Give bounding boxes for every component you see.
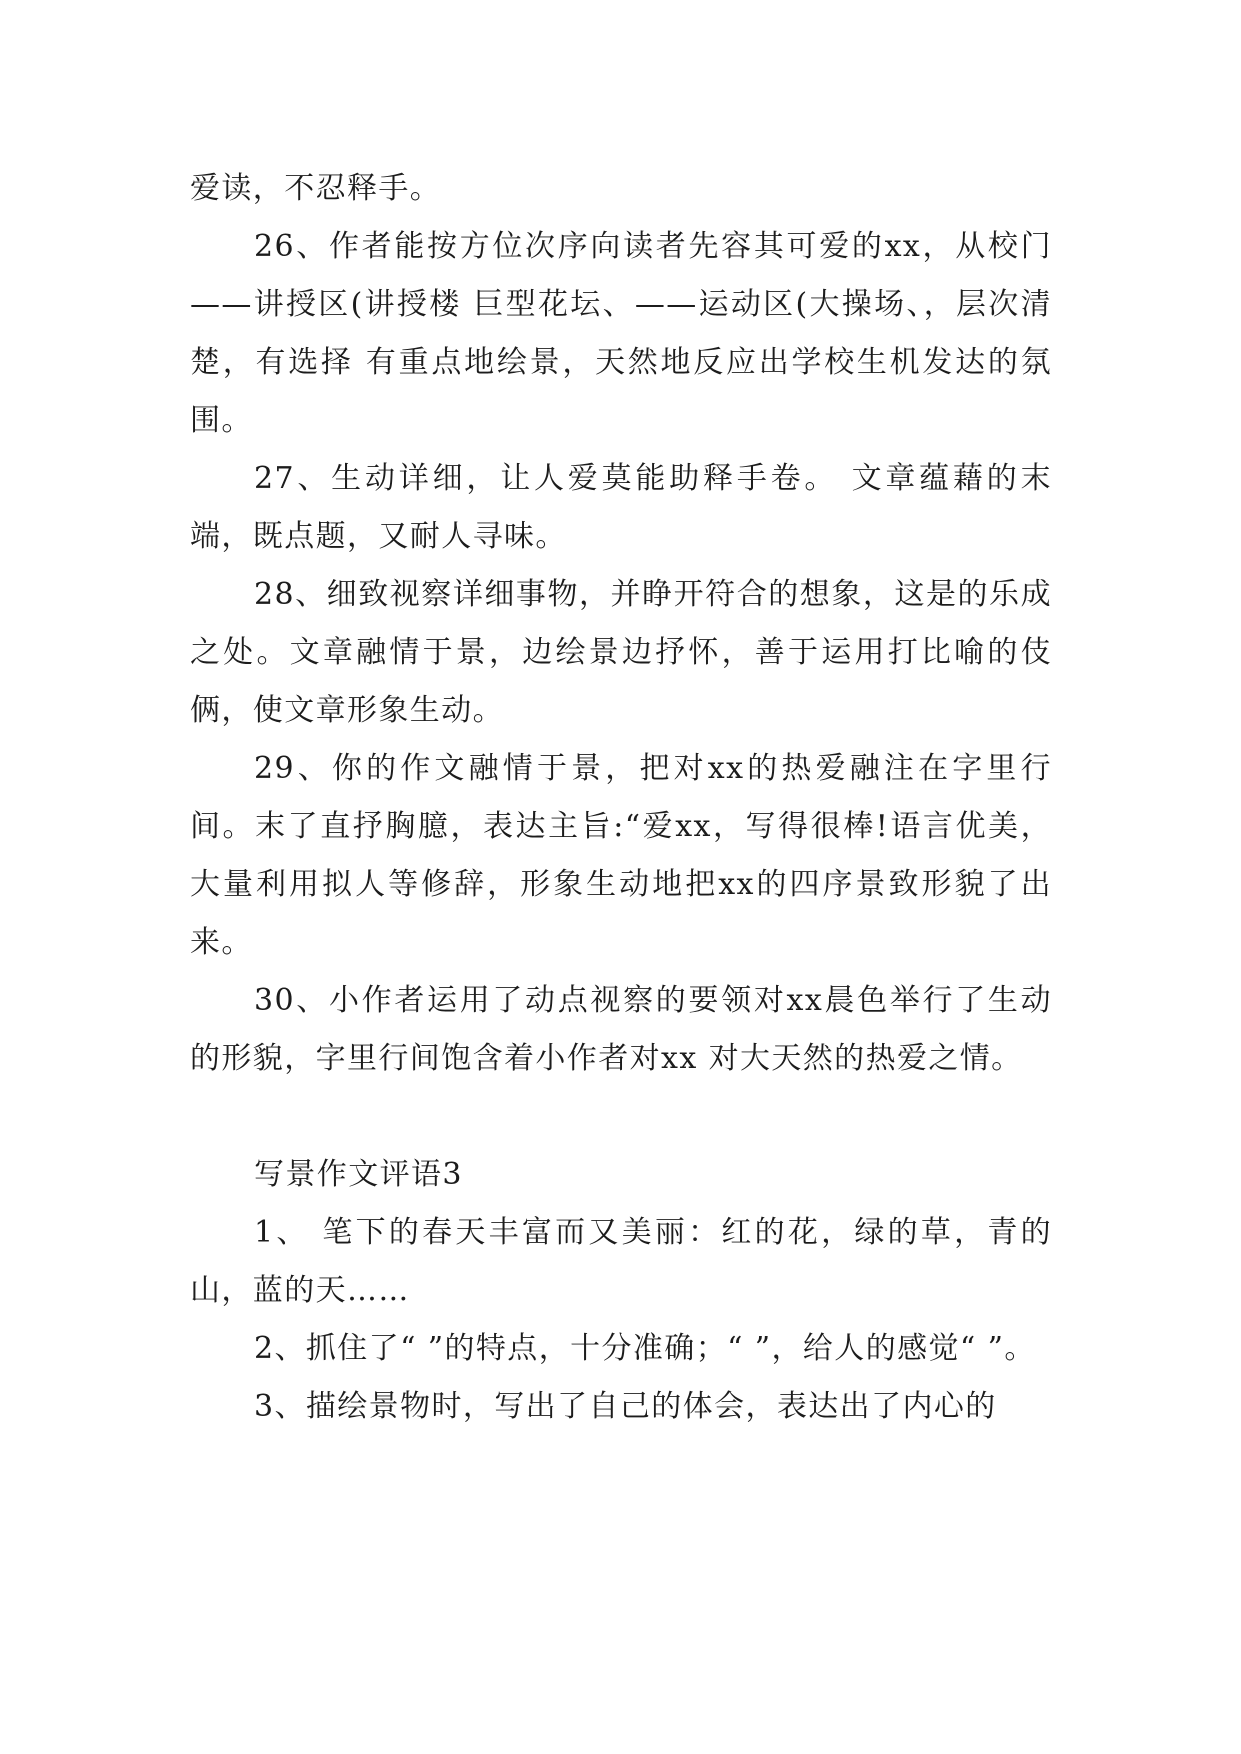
comment-paragraph-29: 29、你的作文融情于景，把对xx的热爱融注在字里行间。末了直抒胸臆，表达主旨:“爱xx，写得很棒!语言优美，大量利用拟人等修辞，形象生动地把xx的四序景致形貌了出来。 (190, 751, 1052, 960)
section-spacer (190, 1088, 1052, 1146)
comment-paragraph-1: 1、 笔下的春天丰富而又美丽：红的花，绿的草，青的山，蓝的天…… (190, 1215, 1052, 1308)
comment-paragraph-3: 3、描绘景物时，写出了自己的体会，表达出了内心的 (254, 1389, 997, 1424)
paragraph-continuation: 爱读，不忍释手。 (190, 171, 442, 206)
document-body (190, 160, 1052, 1436)
comment-paragraph-26: 26、作者能按方位次序向读者先容其可爱的xx，从校门——讲授区(讲授楼 巨型花坛、——运动区(大操场、，层次清楚，有选择 有重点地绘景，天然地反应出学校生机发达的氛围。 (190, 229, 1052, 438)
comment-paragraph-30: 30、小作者运用了动点视察的要领对xx晨色举行了生动的形貌，字里行间饱含着小作者对xx 对大天然的热爱之情。 (190, 983, 1052, 1076)
comment-paragraph-27: 27、生动详细，让人爱莫能助释手卷。 文章蕴藉的末端，既点题，又耐人寻味。 (190, 461, 1052, 554)
comment-paragraph-2: 2、抓住了“ ”的特点，十分准确；“ ”，给人的感觉“ ”。 (254, 1331, 1036, 1366)
comment-paragraph-28: 28、细致视察详细事物，并睁开符合的想象，这是的乐成之处。文章融情于景，边绘景边抒怀，善于运用打比喻的伎俩，使文章形象生动。 (190, 577, 1052, 728)
section-heading: 写景作文评语3 (254, 1157, 463, 1192)
